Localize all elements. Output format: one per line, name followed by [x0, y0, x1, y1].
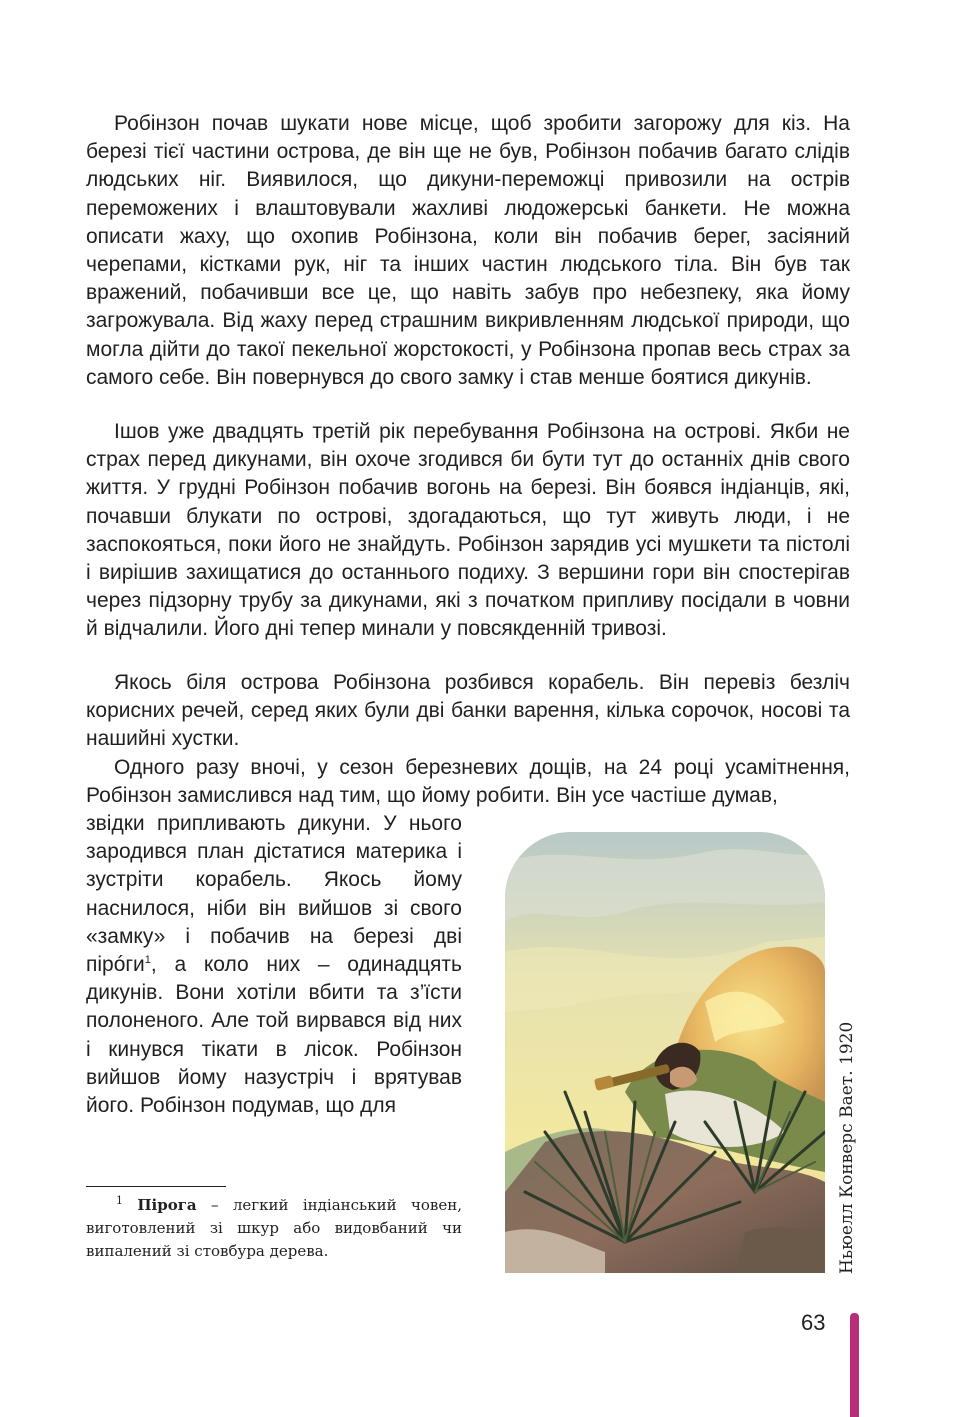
paragraph-3: Якось біля острова Робінзона розбився корабель. Він перевіз безліч корисних речей, серед яких були дві банки варення, кілька сорочок, носові та нашийні хустки.: [86, 671, 850, 751]
page-number: 63: [801, 1310, 826, 1335]
robinson-telescope-illustration: [505, 832, 825, 1273]
paragraph-4: Одного разу вночі, у сезон березневих дощів, на 24 році усамітнення, Робінзон замислився над тим, що йому робити. Він усе частіше думав,: [86, 756, 850, 808]
footnote-divider: [86, 1186, 226, 1187]
illustration-painting: [505, 832, 825, 1273]
paragraph-5-continued: [86, 810, 462, 1120]
paragraph-5-text-b: , а коло них – одинадцять дикунів. Вони хотіли вбити та з’їсти полоненого. Але той вирвався від них і кинувся тікати в лісок. Робінзон вийшов йому назустріч і врятував його. Робінзон подумав, що для: [86, 953, 462, 1118]
paragraph-2: Ішов уже двадцять третій рік перебування Робінзона на острові. Якби не страх перед дикунами, він охоче згодився би бути тут до останніх днів свого життя. У грудні Робінзон побачив вогонь на березі. Він боявся індіанців, які, почавши блукати по острові, здогадаються, що тут живуть люди, і не заспокояться, поки його не знайдуть. Робінзон зарядив усі мушкети та пістолі і вирішив захищатися до останнього подиху. З вершини гори він спостерігав через підзорну трубу за дикунами, які з початком припливу посідали в човни й відчалили. Його дні тепер минали у повсякденній тривозі.: [86, 420, 850, 641]
paragraph-1: Робінзон почав шукати нове місце, щоб зробити загорожу для кіз. На березі тієї частини острова, де він ще не був, Робінзон побачив багато слідів людських ніг. Виявилося, що дикуни-переможці привозили на острів переможених і влаштовували жахливі людожерські банкети. Не можна описати жаху, що охопив Робінзона, коли він побачив берег, засіяний черепами, кістками рук, ніг та інших частин людського тіла. Він був так вражений, побачивши все це, що навіть забув про небезпеку, яка йому загрожувала. Від жаху перед страшним викривленням людської природи, що могла дійти до такої пекельної жорстокості, у Робінзона пропав весь страх за самого себе. Він повернувся до свого замку і став менше боятися дикунів.: [86, 112, 850, 389]
page-accent-bar: [850, 1313, 859, 1417]
footnote-text: – легкий індіанський човен, виготовлений зі шкур або видовбаний чи випалений зі стовбура дерева.: [86, 1196, 462, 1260]
footnote-mark: 1: [116, 1194, 123, 1207]
footnote-term: Пірога: [137, 1196, 197, 1214]
illustration-caption: Ньюелл Конверс Вает. 1920: [837, 1021, 857, 1274]
paragraph-5-text-a: звідки припливають дикуни. У нього зародився план дістатися материка і зустріти корабель. Якось йому наснилося, ніби він вийшов зі свого «замку» і побачив на березі дві пірóги: [86, 812, 462, 977]
footnote: [86, 1194, 462, 1263]
footnote-reference: 1: [144, 954, 151, 967]
